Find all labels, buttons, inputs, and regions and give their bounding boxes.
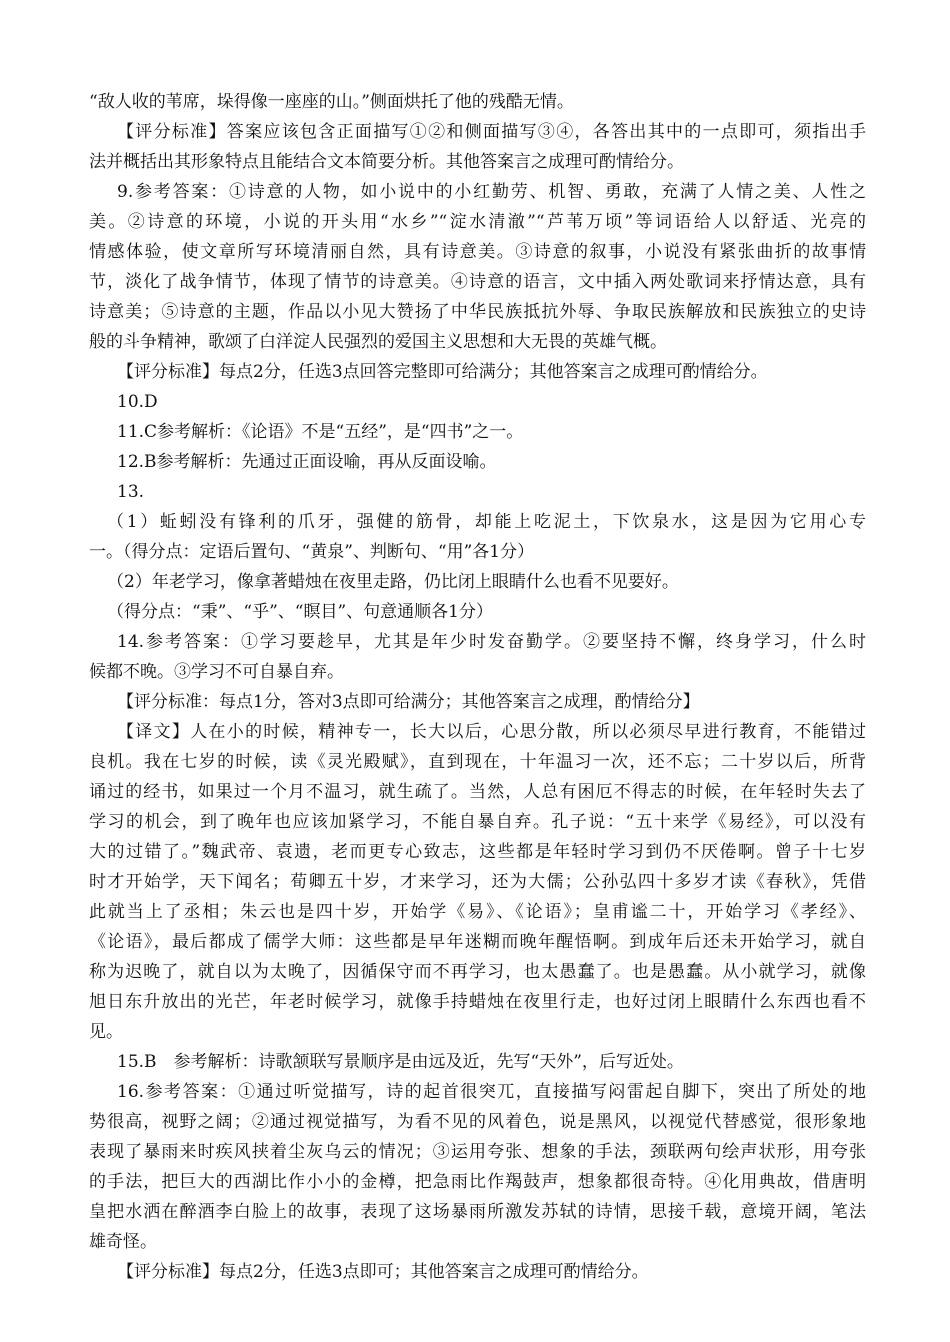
text-line: 美。②诗意的环境，小说的开头用“水乡”“淀水清澈”“芦苇万顷”等词语给人以舒适、光亮的	[89, 212, 866, 232]
text-line: 一。（得分点：定语后置句、“黄泉”、判断句、“用”各1分）	[89, 542, 535, 562]
text-line: 此就当上了丞相；朱云也是四十岁，开始学《易》、《论语》；皇甫谧二十，开始学习《孝经》、	[89, 902, 866, 922]
text-line: 15.B 参考解析：诗歌颔联写景顺序是由远及近，先写“天外”，后写近处。	[117, 1052, 684, 1072]
text-line: 【评分标准】答案应该包含正面描写①②和侧面描写③④，各答出其中的一点即可，须指出手	[117, 122, 866, 142]
text-line: “敌人收的苇席，垛得像一座座的山。”侧面烘托了他的残酷无情。	[89, 92, 574, 112]
text-line: 般的斗争精神，歌颂了白洋淀人民强烈的爱国主义思想和大无畏的英雄气概。	[89, 332, 667, 352]
text-line: 9.参考答案：①诗意的人物，如小说中的小红勤劳、机智、勇敢，充满了人情之美、人性之	[117, 182, 866, 202]
answer-text-body	[89, 87, 866, 1287]
text-line: 旭日东升放出的光芒，年老时候学习，就像手持蜡烛在夜里行走，也好过闭上眼睛什么东西也看不	[89, 992, 866, 1012]
text-line: （得分点：“秉”、“乎”、“瞑目”、句意通顺各1分）	[107, 602, 493, 622]
text-line: 10.D	[117, 392, 158, 412]
text-line: 称为迟晚了，就自以为太晚了，因循保守而不再学习，也太愚蠢了。也是愚蠢。从小就学习，就像	[89, 962, 866, 982]
text-line: 良机。我在七岁的时候，读《灵光殿赋》，直到现在，十年温习一次，还不忘；二十岁以后，所背	[89, 752, 866, 772]
text-line: 皇把水洒在醉酒李白脸上的故事，表现了这场暴雨所激发苏轼的诗情，思接千载，意境开阔，笔法	[89, 1202, 866, 1222]
text-line: 的手法，把巨大的西湖比作小小的金樽，把急雨比作羯鼓声，想象都很奇特。④化用典故，借唐明	[89, 1172, 866, 1192]
text-line: 【评分标准：每点1分，答对3点即可给满分；其他答案言之成理，酌情给分】	[117, 692, 700, 712]
text-line: 情感体验，使文章所写环境清丽自然，具有诗意美。③诗意的叙事，小说没有紧张曲折的故事情	[89, 242, 866, 262]
text-line: 13.	[117, 482, 145, 502]
text-line: 【评分标准】每点2分，任选3点即可；其他答案言之成理可酌情给分。	[117, 1262, 649, 1282]
text-line: 势很高，视野之阔；②通过视觉描写，为看不见的风着色，说是黑风，以视觉代替感觉，很形象地	[89, 1112, 866, 1132]
text-line: 【评分标准】每点2分，任选3点回答完整即可给满分；其他答案言之成理可酌情给分。	[117, 362, 768, 382]
text-line: 学习的机会，到了晚年也应该加紧学习，不能自暴自弃。孔子说：“五十来学《易经》，可以没有	[89, 812, 866, 832]
text-line: 《论语》，最后都成了儒学大师：这些都是早年迷糊而晚年醒悟啊。到成年后还未开始学习，就自	[89, 932, 866, 952]
text-line: 法并概括出其形象特点且能结合文本简要分析。其他答案言之成理可酌情给分。	[89, 152, 684, 172]
text-line: 雄奇怪。	[89, 1232, 157, 1252]
text-line: （1）蚯蚓没有锋利的爪牙，强健的筋骨，却能上吃泥土，下饮泉水，这是因为它用心专	[107, 512, 866, 532]
text-line: （2）年老学习，像拿著蜡烛在夜里走路，仍比闭上眼睛什么也看不见要好。	[107, 572, 679, 592]
text-line: 大的过错了。”魏武帝、袁遗，老而更专心致志，这些都是年轻时学习到仍不厌倦啊。曾子十七岁	[89, 842, 866, 862]
text-line: 节，淡化了战争情节，体现了情节的诗意美。④诗意的语言，文中插入两处歌词来抒情达意，具有	[89, 272, 866, 292]
text-line: 12.B参考解析：先通过正面设喻，再从反面设喻。	[117, 452, 497, 472]
text-line: 见。	[89, 1022, 123, 1042]
text-line: 候都不晚。③学习不可自暴自弃。	[89, 662, 344, 682]
text-line: 11.C参考解析：《论语》不是“五经”，是“四书”之一。	[117, 422, 524, 442]
text-line: 【译文】人在小的时候，精神专一，长大以后，心思分散，所以必须尽早进行教育，不能错过	[117, 722, 866, 742]
text-line: 16.参考答案：①通过听觉描写，诗的起首很突兀，直接描写闷雷起自脚下，突出了所处的地	[117, 1082, 866, 1102]
text-line: 表现了暴雨来时疾风挟着尘灰乌云的情况；③运用夸张、想象的手法，颈联两句绘声状形，用夸张	[89, 1142, 866, 1162]
text-line: 诗意美；⑤诗意的主题，作品以小见大赞扬了中华民族抵抗外辱、争取民族解放和民族独立的史诗	[89, 302, 866, 322]
text-line: 诵过的经书，如果过一个月不温习，就生疏了。当然，人总有困厄不得志的时候，在年轻时失去了	[89, 782, 866, 802]
text-line: 时才开始学，天下闻名；荀卿五十岁，才来学习，还为大儒；公孙弘四十多岁才读《春秋》，凭借	[89, 872, 866, 892]
text-line: 14.参考答案：①学习要趁早，尤其是年少时发奋勤学。②要坚持不懈，终身学习，什么时	[117, 632, 866, 652]
